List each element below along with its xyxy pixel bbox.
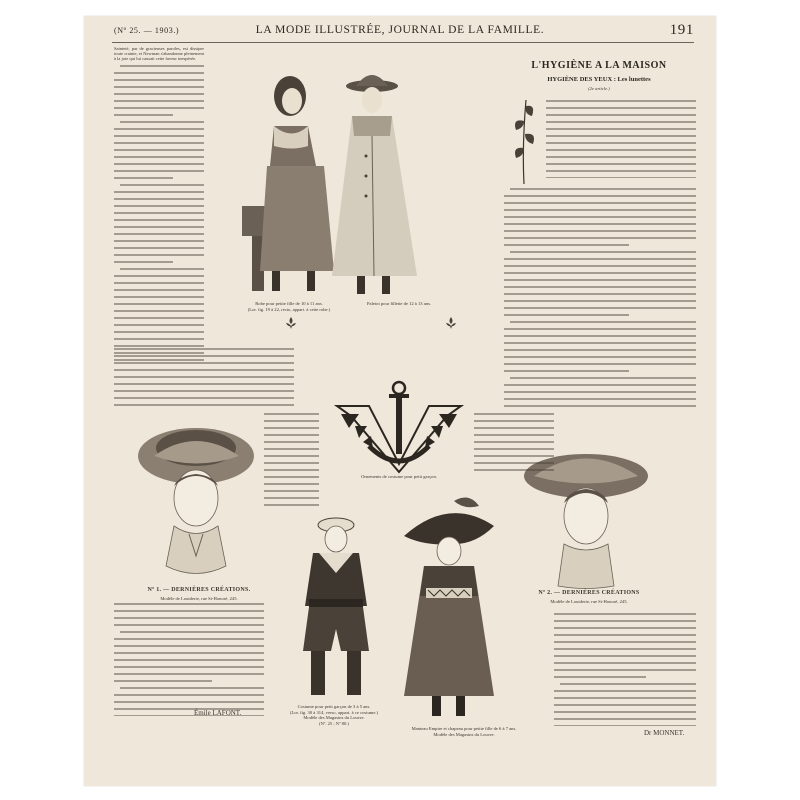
left-column-continued: [114, 346, 294, 406]
anchor-ornament-icon: [329, 376, 469, 476]
left-column-opening: Sainteté, par de gracieuses paroles, est dissiper toute crainte, et Newman s'abandonne pleinement à la joie qui lui causait cette faveur inespérée.: [114, 46, 204, 61]
article-lower-text: [554, 611, 696, 726]
caption-robe-title: Robe pour petite fille de 10 à 11 ans.: [255, 301, 323, 306]
caption-costume-pattern: (Nº. 25 ; Nº 80.): [319, 720, 349, 726]
article-narrow-text: [474, 411, 554, 471]
journal-title: LA MODE ILLUSTRÉE, JOURNAL DE LA FAMILLE.: [255, 24, 545, 36]
fleur-de-lis-ornament-icon: [284, 316, 298, 330]
page-number: 191: [669, 22, 694, 38]
caption-paletot: Paletot pour fillette de 12 à 13 ans.: [366, 301, 432, 306]
caption-costume-detail: (Lor. fig. 30 à 314, verso, appart. à ce costume.): [289, 709, 379, 715]
caption-manteau-source: Modèle des Magasins du Louvre.: [433, 731, 495, 737]
caption-robe-detail: (Lor. fig. 19 à 22, recto, appart. à cette robe.): [247, 306, 331, 312]
journal-page: [84, 16, 716, 786]
caption-robe: [234, 301, 344, 312]
caption-ornaments: Ornements de costume pour petit garçon.: [361, 474, 437, 479]
girl-empire-coat-illustration: [394, 496, 504, 721]
header-rule: [112, 42, 694, 43]
left-column-text: [114, 46, 204, 363]
caption-manteau-title: Manteau Empire et chapeau pour petite fille de 6 à 7 ans.: [411, 726, 517, 731]
article-note: (2e article.): [588, 86, 610, 91]
caption-costume-title: Costume pour petit garçon de 3 à 5 ans.: [297, 704, 371, 709]
narrow-column-text: [264, 411, 319, 511]
caption-creation-2-sub: Modèle de Louiderie, rue St-Honoré, 245.: [550, 599, 628, 604]
caption-costume: [269, 704, 399, 726]
caption-creation-2-title: Nº 2. — DERNIÈRES CRÉATIONS: [538, 590, 640, 596]
caption-creation-1-title: Nº 1. — DERNIÈRES CRÉATIONS.: [147, 587, 251, 593]
issue-number: (Nº 25. — 1903.): [114, 26, 180, 35]
left-author-signature: Émile LAFONT.: [194, 709, 242, 717]
article-body-text: [504, 186, 696, 411]
hat-creation-1-illustration: [134, 416, 264, 586]
children-fashion-illustration: [212, 56, 432, 296]
fleur-de-lis-ornament-icon: [444, 316, 458, 330]
boy-sailor-costume-illustration: [289, 511, 384, 701]
article-subtitle: HYGIÈNE DES YEUX : Les lunettes: [547, 76, 651, 83]
left-column-body: [114, 63, 204, 363]
left-column-lower: [114, 601, 264, 716]
plant-sprig-illustration-icon: [504, 96, 544, 186]
caption-creation-1-sub: Modèle de Louiderie, rue St-Honoré, 245.: [160, 596, 238, 601]
caption-manteau: [394, 726, 534, 737]
article-intro-text: [546, 98, 696, 178]
caption-costume-source: Modèle des Magasins du Louvre.: [303, 715, 365, 720]
article-author-signature: Dr MONNET.: [644, 729, 685, 737]
page-header: [84, 22, 716, 40]
article-title: L'HYGIÈNE A LA MAISON: [531, 60, 667, 71]
